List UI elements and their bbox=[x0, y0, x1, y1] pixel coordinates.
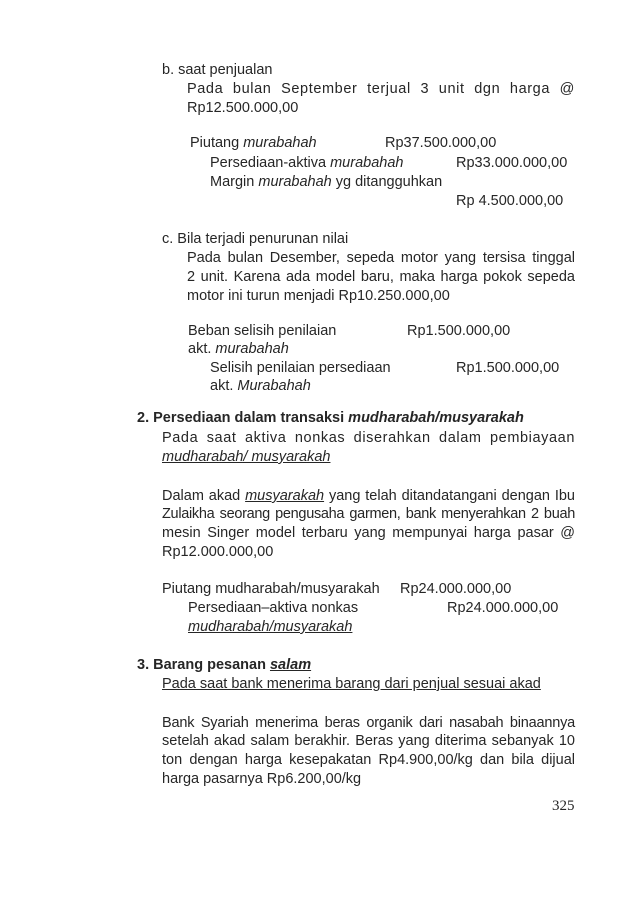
journal-credit-account: Persediaan-aktiva murabahah bbox=[210, 155, 404, 171]
item-c-text-line-1: Pada bulan Desember, sepeda motor yang tersisa tinggal bbox=[187, 250, 575, 266]
section-2-paragraph-line-4: Rp12.000.000,00 bbox=[162, 544, 274, 560]
section-2-paragraph-line-3: mesin Singer model terbaru yang mempunyai harga pasar @ bbox=[162, 525, 575, 541]
item-b-text-line-1: Pada bulan September terjual 3 unit dgn harga @ bbox=[187, 81, 575, 97]
journal-credit-account: Margin murabahah yg ditangguhkan bbox=[210, 174, 443, 190]
journal-debit-account: Piutang murabahah bbox=[190, 135, 317, 151]
section-3-paragraph-line-3: ton dengan harga kesepakatan Rp4.900,00/kg dan bila dijual bbox=[162, 752, 575, 768]
item-c-text-line-2: 2 unit. Karena ada model baru, maka harga pokok sepeda bbox=[187, 269, 575, 285]
journal-debit-account: Beban selisih penilaian bbox=[188, 323, 337, 339]
section-2-subheading: Pada saat aktiva nonkas diserahkan dalam pembiayaan bbox=[162, 430, 575, 446]
journal-debit-amount: Rp24.000.000,00 bbox=[400, 581, 512, 597]
section-3-paragraph-line-4: harga pasarnya Rp6.200,00/kg bbox=[162, 771, 362, 787]
journal-debit-amount: Rp1.500.000,00 bbox=[407, 323, 511, 339]
journal-debit-account-cont: akt. murabahah bbox=[188, 341, 289, 357]
journal-credit-amount: Rp33.000.000,00 bbox=[456, 155, 568, 171]
journal-credit-account-cont: mudharabah/musyarakah bbox=[188, 619, 353, 635]
section-2-paragraph-line-1: Dalam akad musyarakah yang telah ditandatangani dengan Ibu bbox=[162, 488, 575, 504]
item-c-text-line-3: motor ini turun menjadi Rp10.250.000,00 bbox=[187, 288, 450, 304]
journal-credit-amount: Rp24.000.000,00 bbox=[447, 600, 559, 616]
section-2-subheading-cont: mudharabah/ musyarakah bbox=[162, 449, 331, 465]
section-3-heading: 3. Barang pesanan salam bbox=[137, 657, 312, 673]
journal-credit-account: Selisih penilaian persediaan bbox=[210, 360, 391, 376]
journal-credit-account: Persediaan–aktiva nonkas bbox=[188, 600, 359, 616]
page-number: 325 bbox=[552, 798, 575, 814]
journal-debit-amount: Rp37.500.000,00 bbox=[385, 135, 497, 151]
journal-credit-account-cont: akt. Murabahah bbox=[210, 378, 311, 394]
section-2-paragraph-line-2: Zulaikha seorang pengusaha garmen, bank menyerahkan 2 buah bbox=[162, 506, 575, 522]
journal-credit-amount: Rp1.500.000,00 bbox=[456, 360, 560, 376]
section-3-paragraph-line-1: Bank Syariah menerima beras organik dari nasabah binaannya bbox=[162, 715, 575, 731]
section-3-paragraph-line-2: setelah akad salam berakhir. Beras yang diterima sebanyak 10 bbox=[162, 733, 575, 749]
item-c-heading: c. Bila terjadi penurunan nilai bbox=[162, 231, 349, 247]
journal-debit-account: Piutang mudharabah/musyarakah bbox=[162, 581, 380, 597]
section-3-subheading: Pada saat bank menerima barang dari penjual sesuai akad bbox=[162, 676, 541, 692]
item-b-heading: b. saat penjualan bbox=[162, 62, 273, 78]
journal-credit-amount: Rp 4.500.000,00 bbox=[456, 193, 564, 209]
section-2-heading: 2. Persediaan dalam transaksi mudharabah/musyarakah bbox=[137, 410, 524, 426]
item-b-text-line-2: Rp12.500.000,00 bbox=[187, 100, 299, 116]
